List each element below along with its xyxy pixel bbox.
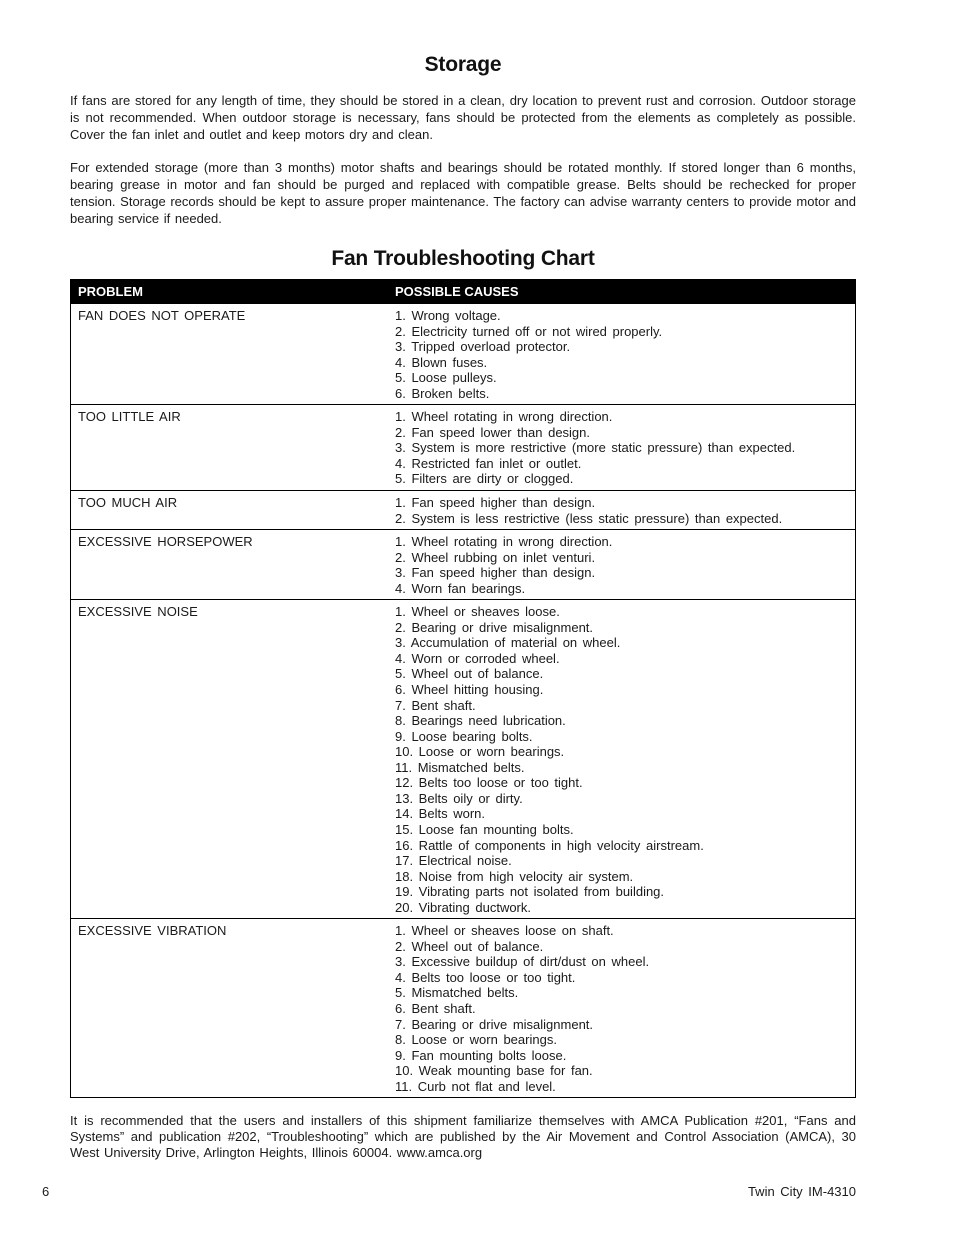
causes-cell — [388, 405, 856, 491]
causes-list — [395, 409, 848, 487]
table-row — [71, 491, 856, 530]
cause-item: 1. Wheel rotating in wrong direction. — [395, 534, 613, 550]
causes-cell — [388, 304, 856, 405]
cause-item: 7. Bearing or drive misalignment. — [395, 1016, 594, 1032]
cause-item: 3. Accumulation of material on wheel. — [395, 635, 621, 651]
cause-item: 6. Bent shaft. — [395, 1000, 476, 1016]
cause-item: 2. Fan speed lower than design. — [395, 424, 591, 440]
cause-item: 13. Belts oily or dirty. — [395, 790, 523, 806]
header-problem: PROBLEM — [71, 280, 389, 304]
cause-item: 11. Curb not flat and level. — [395, 1078, 556, 1094]
cause-item: 3. Fan speed higher than design. — [395, 565, 596, 581]
cause-item: 17. Electrical noise. — [395, 853, 512, 869]
cause-item: 8. Loose or worn bearings. — [395, 1032, 557, 1048]
cause-item: 6. Wheel hitting housing. — [395, 682, 544, 698]
cause-item: 1. Wheel or sheaves loose. — [395, 604, 560, 620]
cause-item: 15. Loose fan mounting bolts. — [395, 821, 574, 837]
cause-item: 14. Belts worn. — [395, 806, 485, 822]
cause-item: 8. Bearings need lubrication. — [395, 713, 566, 729]
table-header-row — [71, 280, 856, 304]
cause-item: 4. Worn fan bearings. — [395, 580, 526, 596]
causes-list — [395, 604, 848, 915]
storage-heading: Storage — [424, 53, 502, 76]
cause-item: 1. Wrong voltage. — [395, 308, 501, 323]
causes-cell — [388, 491, 856, 530]
cause-item: 7. Bent shaft. — [395, 697, 476, 713]
problem-cell: EXCESSIVE HORSEPOWER — [71, 530, 389, 600]
causes-list — [395, 534, 848, 596]
table-row — [71, 304, 856, 405]
page-number: 6 — [42, 1184, 50, 1199]
cause-item: 10. Weak mounting base for fan. — [395, 1063, 593, 1079]
table-row — [71, 600, 856, 919]
cause-item: 9. Loose bearing bolts. — [395, 728, 533, 744]
cause-item: 5. Loose pulleys. — [395, 370, 497, 386]
causes-list — [395, 923, 848, 1094]
problem-cell: FAN DOES NOT OPERATE — [71, 304, 389, 405]
causes-cell — [388, 919, 856, 1098]
storage-paragraph-1: If fans are stored for any length of time, they should be stored in a clean, dry location to prevent rust and corrosion. Outdoor storage is not recommended. When outdoor storage is necessary, fans should be protected from the elements as completely as possible. Cover the fan inlet and outlet and keep motors dry and clean. — [70, 93, 856, 142]
header-possible-causes: POSSIBLE CAUSES — [388, 280, 856, 304]
cause-item: 3. Tripped overload protector. — [395, 339, 571, 355]
causes-list — [395, 495, 848, 526]
cause-item: 1. Wheel rotating in wrong direction. — [395, 409, 613, 425]
cause-item: 11. Mismatched belts. — [395, 759, 525, 775]
table-body — [71, 304, 856, 1098]
causes-cell — [388, 530, 856, 600]
cause-item: 4. Belts too loose or too tight. — [395, 969, 576, 985]
table-row — [71, 919, 856, 1098]
problem-cell: TOO MUCH AIR — [71, 491, 389, 530]
cause-item: 1. Fan speed higher than design. — [395, 495, 596, 511]
cause-item: 18. Noise from high velocity air system. — [395, 868, 634, 884]
cause-item: 3. Excessive buildup of dirt/dust on wheel. — [395, 954, 650, 970]
cause-item: 20. Vibrating ductwork. — [395, 899, 531, 915]
cause-item: 2. Wheel out of balance. — [395, 938, 544, 954]
troubleshooting-chart-heading: Fan Troubleshooting Chart — [331, 247, 595, 270]
cause-item: 6. Broken belts. — [395, 385, 490, 401]
cause-item: 2. System is less restrictive (less static pressure) than expected. — [395, 510, 783, 526]
cause-item: 4. Blown fuses. — [395, 354, 488, 370]
cause-item: 16. Rattle of components in high velocity airstream. — [395, 837, 704, 853]
table-row — [71, 405, 856, 491]
cause-item: 3. System is more restrictive (more static pressure) than expected. — [395, 440, 796, 456]
problem-cell: EXCESSIVE NOISE — [71, 600, 389, 919]
cause-item: 4. Restricted fan inlet or outlet. — [395, 455, 582, 471]
amca-reference-note: It is recommended that the users and installers of this shipment familiarize themselves with AMCA Publication #201, “Fans and Systems” and publication #202, “Troubleshooting” which are published by the Air Movement and Control Association (AMCA), 30 West University Drive, Arlington Heights, Illinois 60004. www.amca.org — [70, 1113, 856, 1160]
cause-item: 5. Filters are dirty or clogged. — [395, 471, 574, 487]
cause-item: 4. Worn or corroded wheel. — [395, 650, 560, 666]
storage-paragraph-2: For extended storage (more than 3 months) motor shafts and bearings should be rotated monthly. If stored longer than 6 months, bearing grease in motor and fan should be purged and replaced with compatible grease. Belts should be rechecked for proper tension. Storage records should be kept to assure proper maintenance. The factory can advise warranty centers to provide motor and bearing service if needed. — [70, 160, 856, 226]
cause-item: 2. Electricity turned off or not wired properly. — [395, 323, 663, 339]
cause-item: 10. Loose or worn bearings. — [395, 744, 565, 760]
cause-item: 12. Belts too loose or too tight. — [395, 775, 583, 791]
cause-item: 2. Bearing or drive misalignment. — [395, 619, 594, 635]
problem-cell: TOO LITTLE AIR — [71, 405, 389, 491]
problem-cell: EXCESSIVE VIBRATION — [71, 919, 389, 1098]
cause-item: 5. Mismatched belts. — [395, 985, 519, 1001]
cause-item: 19. Vibrating parts not isolated from building. — [395, 884, 665, 900]
troubleshooting-table — [70, 279, 856, 1098]
cause-item: 9. Fan mounting bolts loose. — [395, 1047, 567, 1063]
cause-item: 1. Wheel or sheaves loose on shaft. — [395, 923, 614, 939]
causes-cell — [388, 600, 856, 919]
table-row — [71, 530, 856, 600]
cause-item: 2. Wheel rubbing on inlet venturi. — [395, 549, 596, 565]
cause-item: 5. Wheel out of balance. — [395, 666, 544, 682]
document-id: Twin City IM-4310 — [747, 1184, 856, 1199]
causes-list — [395, 308, 848, 401]
